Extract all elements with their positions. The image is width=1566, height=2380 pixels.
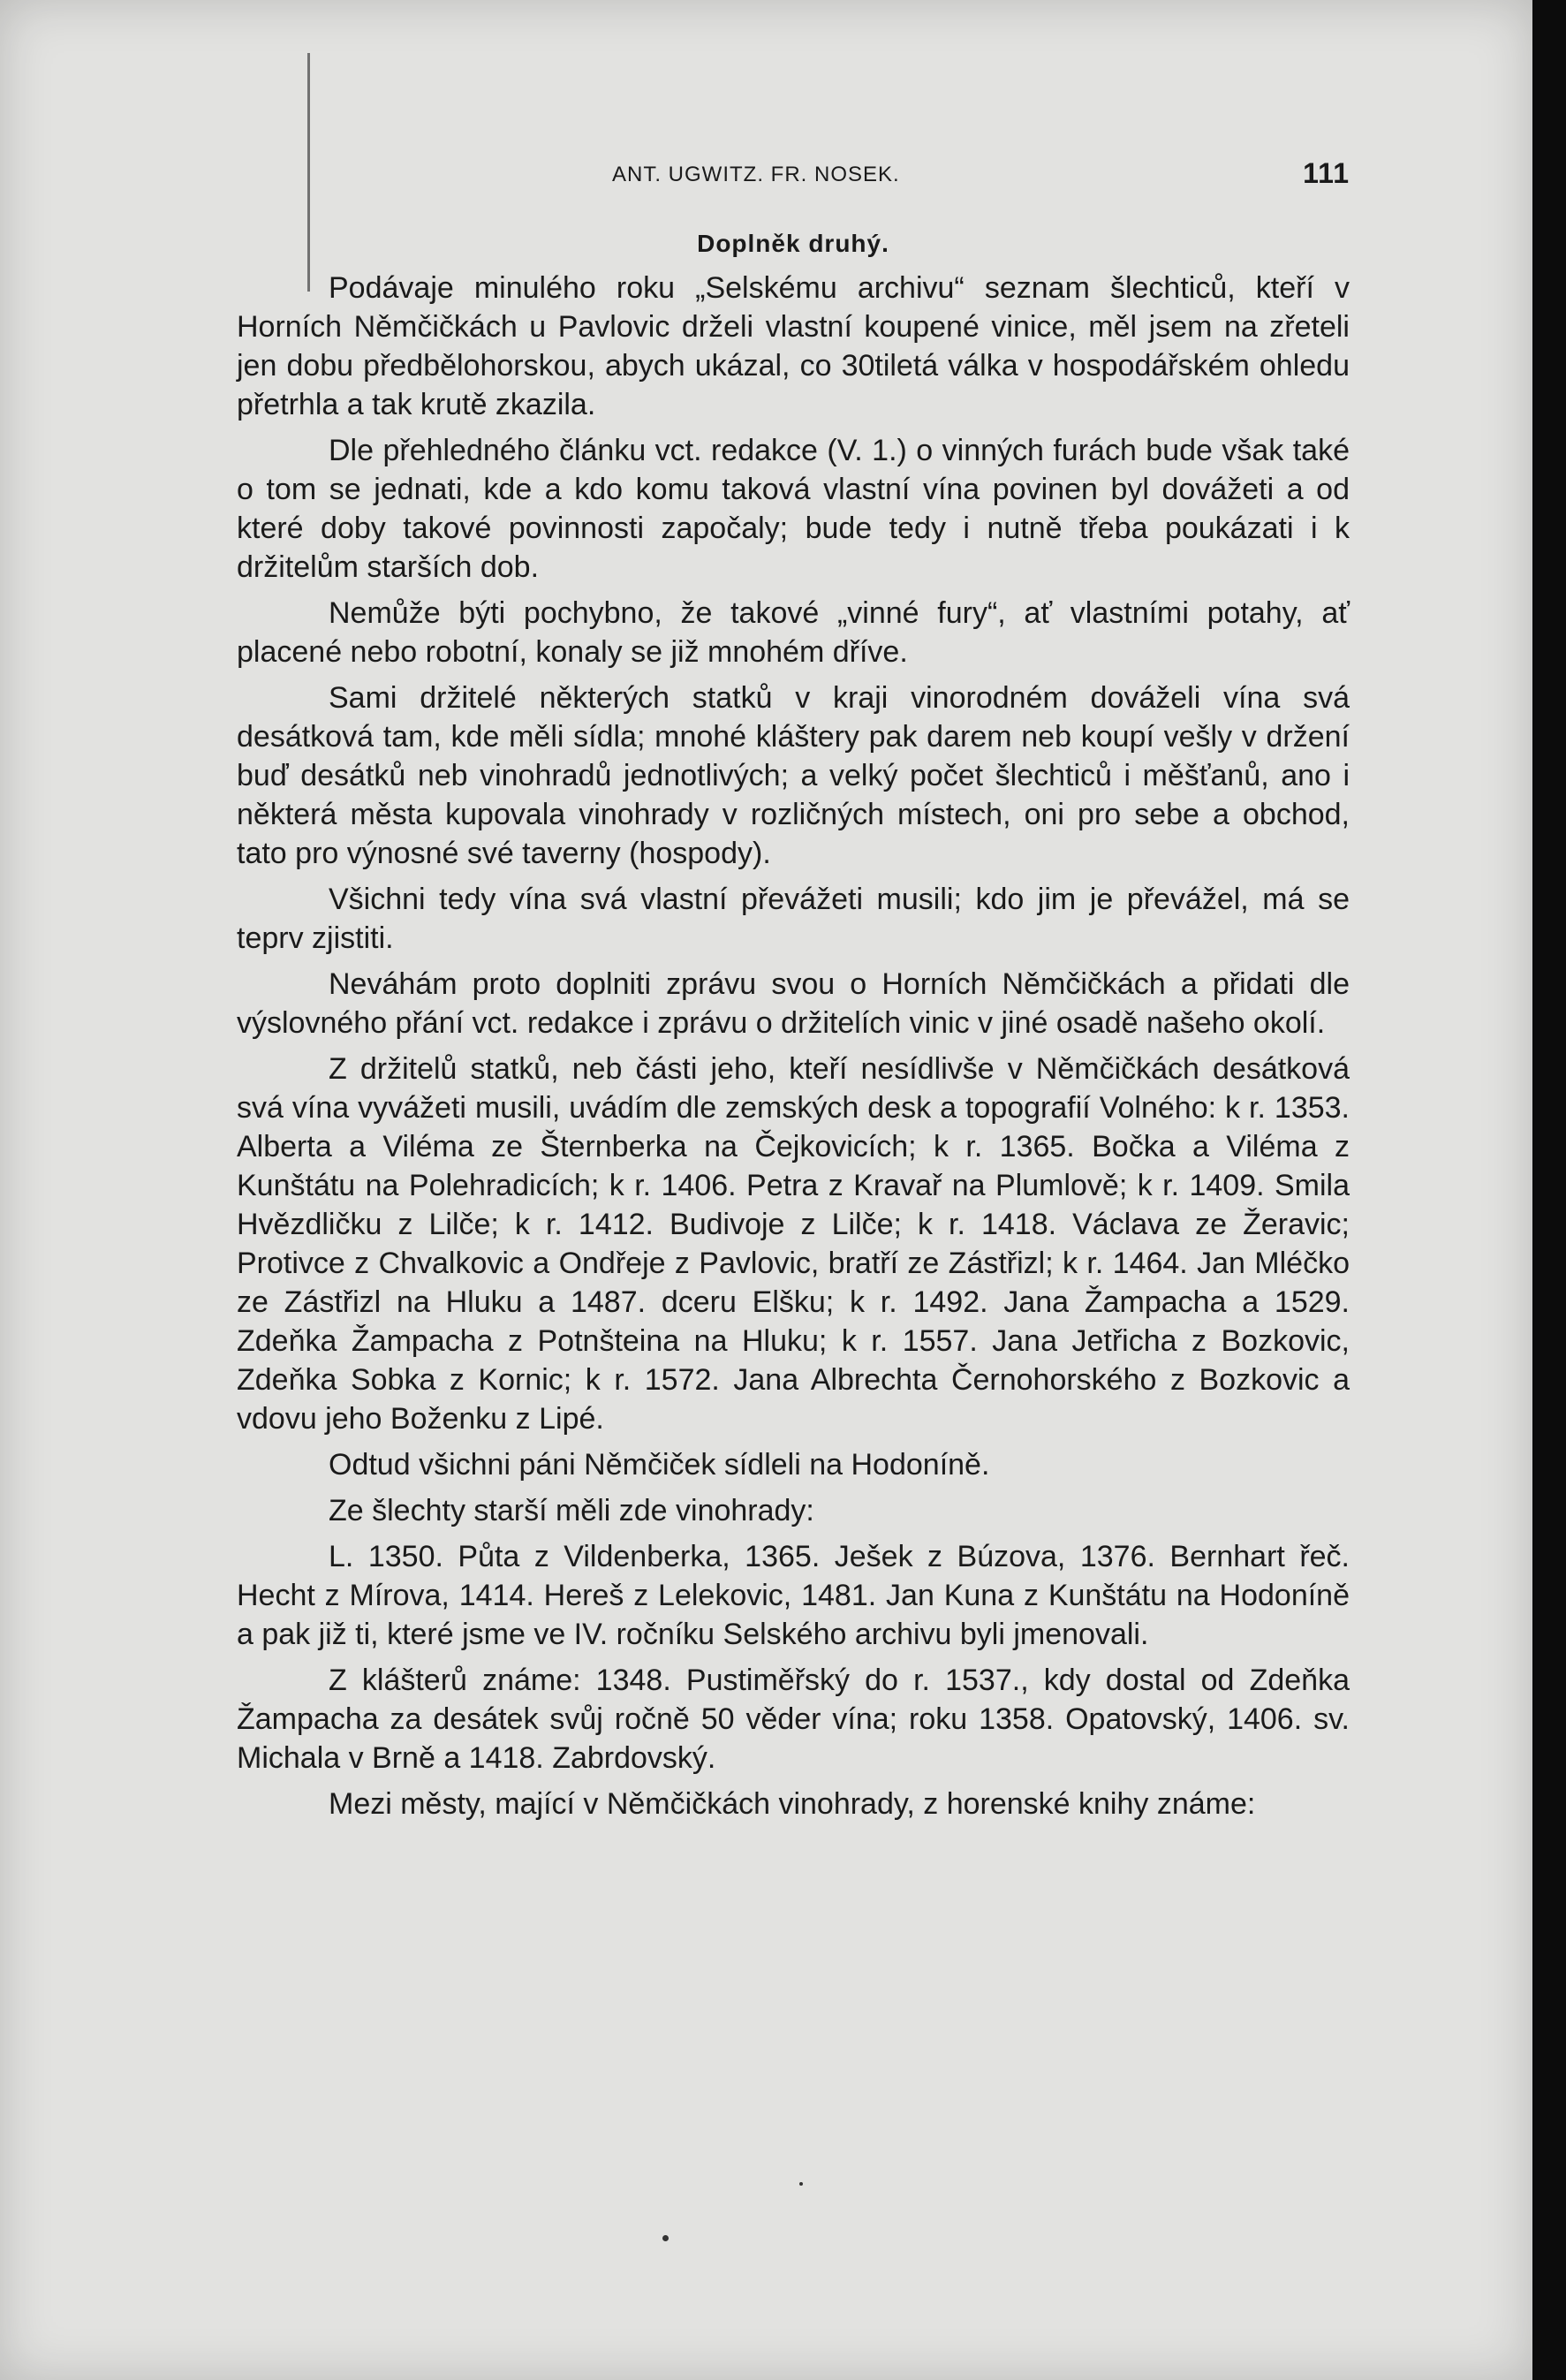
page-number: 111 (1303, 157, 1350, 189)
speck-mark (799, 2182, 803, 2186)
section-title: Doplněk druhý. (697, 230, 889, 257)
speck-mark (662, 2235, 669, 2241)
paragraph-7: Z držitelů statků, neb části jeho, kteří nesídlivše v Němčičkách desátková svá vína vyvážeti musili, uvádím dle zemských desk a topografií Volného: k r. 1353. Alberta a Viléma ze Šternberka na Čejkovicích; k r. 1365. Bočka a Viléma z Kunštátu na Polehradicích; k r. 1406. Petra z Kravař na Plumlově; k r. 1409. Smila Hvězdličku z Lilče; k r. 1412. Budivoje z Lilče; k r. 1418. Václava ze Žeravic; Protivce z Chvalkovic a Ondřeje z Pavlovic, bratří ze Zástřizl; k r. 1464. Jan Mléčko ze Zástřizl na Hluku a 1487. dceru Elšku; k r. 1492. Jana Žampacha a 1529. Zdeňka Žampacha z Potnšteina na Hluku; k r. 1557. Jana Jetřicha z Bozkovic, Zdeňka Sobka z Kornic; k r. 1572. Jana Albrechta Černohorského z Bozkovic a vdovu jeho Boženku z Lipé. (237, 1052, 1350, 1436)
paragraph-3: Nemůže býti pochybno, že takové „vinné fury“, ať vlastními potahy, ať placené nebo robotní, konaly se již mnohém dříve. (237, 596, 1350, 669)
paragraph-6: Neváhám proto doplniti zprávu svou o Horních Němčičkách a přidati dle výslovného přání vct. redakce i zprávu o držitelích vinic v jiné osadě našeho okolí. (237, 967, 1350, 1040)
paragraph-10: L. 1350. Půta z Vildenberka, 1365. Ješek z Búzova, 1376. Bernhart řeč. Hecht z Mírova, 1414. Hereš z Lelekovic, 1481. Jan Kuna z Kunštátu na Hodoníně a pak již ti, které jsme ve IV. ročníku Selského archivu byli jmenovali. (237, 1540, 1350, 1651)
scan-dark-edge (1532, 0, 1566, 2380)
paragraph-9: Ze šlechty starší měli zde vinohrady: (329, 1494, 814, 1527)
paragraph-8: Odtud všichni páni Němčiček sídleli na Hodoníně. (329, 1448, 990, 1482)
paragraph-11: Z klášterů známe: 1348. Pustiměřský do r. 1537., kdy dostal od Zdeňka Žampacha za desátek svůj ročně 50 věder vína; roku 1358. Opatovský, 1406. sv. Michala v Brně a 1418. Zabrdovský. (237, 1664, 1350, 1775)
running-title: ANT. UGWITZ. FR. NOSEK. (612, 163, 900, 186)
paragraph-4: Sami držitelé některých statků v kraji vinorodném dováželi vína svá desátková tam, kde měli sídla; mnohé kláštery pak darem neb koupí vešly v držení buď desátků neb vinohradů jednotlivých; a velký počet šlechticů i měšťanů, ano i některá města kupovala vinohrady v rozličných místech, oni pro sebe a obchod, tato pro výnosné své taverny (hospody). (237, 681, 1350, 870)
paragraph-5: Všichni tedy vína svá vlastní převážeti musili; kdo jim je převážel, má se teprv zjistiti. (237, 883, 1350, 955)
page-header (237, 150, 1350, 203)
paragraph-12: Mezi městy, mající v Němčičkách vinohrady, z horenské knihy známe: (329, 1787, 1256, 1821)
text-block (237, 150, 1350, 1830)
paragraph-2: Dle přehledného článku vct. redakce (V. 1.) o vinných furách bude však také o tom se jednati, kde a kdo komu taková vlastní vína povinen byl dovážeti a od které doby takové povinnosti započaly; bude tedy i nutně třeba poukázati i k držitelům starších dob. (237, 434, 1350, 584)
paragraph-1: Podávaje minulého roku „Selskému archivu“ seznam šlechticů, kteří v Horních Němčičkách u Pavlovic drželi vlastní koupené vinice, měl jsem na zřeteli jen dobu předbělohorskou, abych ukázal, co 30tiletá válka v hospodářském ohledu přetrhla a tak krutě zkazila. (237, 271, 1350, 421)
